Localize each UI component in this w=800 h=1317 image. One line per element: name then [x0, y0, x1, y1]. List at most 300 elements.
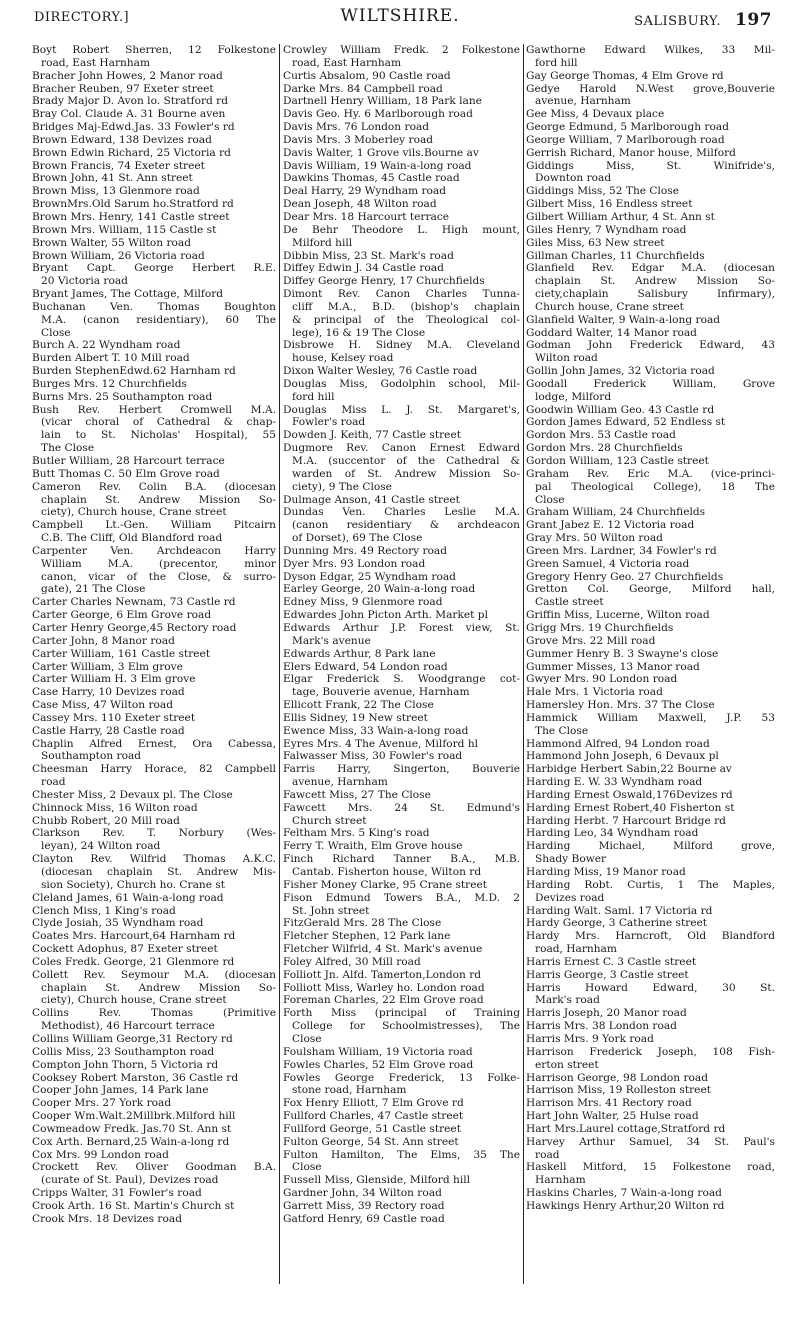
- directory-entry: [32, 661, 276, 674]
- directory-entry: [283, 1123, 520, 1136]
- entry-name-line: Gedye Harold N.West grove,Bouverie: [526, 82, 775, 95]
- entry-continuation-line: ciety), Church house, Crane street: [41, 506, 227, 519]
- directory-entry: [283, 95, 520, 108]
- entry-name-line: Case Harry, 10 Devizes road: [32, 686, 185, 699]
- directory-entry: [283, 185, 520, 198]
- entry-name-line: Deal Harry, 29 Wyndham road: [283, 185, 447, 198]
- directory-entry: [283, 429, 520, 442]
- directory-entry: [283, 1007, 520, 1046]
- entry-continuation-line: William M.A. (precentor, minor: [41, 557, 276, 570]
- directory-entry: [32, 686, 276, 699]
- entry-name-line: Burden Albert T. 10 Mill road: [32, 352, 190, 365]
- entry-name-line: Carpenter Ven. Archdeacon Harry: [32, 544, 276, 557]
- entry-name-line: Butler William, 28 Harcourt terrace: [32, 455, 225, 467]
- entry-name-line: Fletcher Stephen, 12 Park lane: [283, 930, 451, 943]
- entry-continuation-line: Fowler's road: [292, 416, 366, 429]
- entry-continuation-line: warden of St. Andrew Mission So-: [292, 467, 520, 480]
- entry-name-line: Cleland James, 61 Wain-a-long road: [32, 891, 224, 904]
- directory-entry: [32, 1136, 276, 1149]
- directory-entry: [32, 622, 276, 635]
- entry-name-line: Chaplin Alfred Ernest, Ora Cabessa,: [32, 737, 276, 750]
- directory-entry: [526, 905, 775, 918]
- entry-continuation-line: Church street: [292, 814, 367, 827]
- entry-name-line: Edney Miss, 9 Glenmore road: [283, 596, 443, 609]
- directory-entry: [283, 44, 520, 70]
- entry-name-line: Gardner John, 34 Wilton road: [283, 1187, 442, 1200]
- directory-entry: [32, 802, 276, 815]
- entry-name-line: Darke Mrs. 84 Campbell road: [283, 82, 443, 95]
- directory-entry: [283, 288, 520, 339]
- entry-continuation-line: 20 Victoria road: [41, 275, 128, 288]
- directory-entry: [526, 160, 775, 186]
- directory-entry: [32, 1110, 276, 1123]
- entry-name-line: Disbrowe H. Sidney M.A. Cleveland: [283, 339, 520, 352]
- entry-name-line: Falwasser Miss, 30 Fowler's road: [283, 750, 463, 763]
- entry-name-line: Glanfield Rev. Edgar M.A. (diocesan: [526, 262, 775, 275]
- entry-name-line: Bridges Maj-Edwd.Jas. 33 Fowler's rd: [32, 121, 235, 134]
- entry-name-line: Bracher Reuben, 97 Exeter street: [32, 82, 214, 95]
- directory-entry: [526, 1072, 775, 1085]
- entry-continuation-line: The Close: [41, 442, 95, 455]
- directory-entry: [283, 879, 520, 892]
- entry-name-line: Brown Mrs. William, 115 Castle st: [32, 223, 217, 236]
- entry-name-line: Hawkings Henry Arthur,20 Wilton rd: [526, 1199, 725, 1212]
- entry-name-line: Hammond John Joseph, 6 Devaux pl: [526, 750, 719, 763]
- directory-entry: [526, 416, 775, 429]
- directory-entry: [283, 750, 520, 763]
- directory-entry: [32, 262, 276, 288]
- entry-name-line: Cameron Rev. Colin B.A. (diocesan: [32, 480, 276, 493]
- directory-entry: [283, 930, 520, 943]
- entry-name-line: Finch Richard Tanner B.A., M.B.: [283, 853, 520, 866]
- directory-entry: [526, 185, 775, 198]
- directory-entry: [283, 442, 520, 493]
- entry-name-line: Graham Rev. Eric M.A. (vice-princi-: [526, 467, 775, 480]
- entry-continuation-line: chaplain St. Andrew Mission So-: [41, 493, 276, 506]
- directory-entry: [32, 956, 276, 969]
- directory-entry: [32, 1149, 276, 1162]
- entry-continuation-line: Devizes road: [535, 891, 605, 904]
- entry-name-line: Carter John, 8 Manor road: [32, 634, 175, 647]
- directory-entry: [283, 994, 520, 1007]
- directory-entry: [526, 532, 775, 545]
- directory-entry: [526, 429, 775, 442]
- entry-continuation-line: road: [535, 1148, 560, 1161]
- directory-entry: [283, 725, 520, 738]
- entry-name-line: Brown Francis, 74 Exeter street: [32, 159, 205, 172]
- directory-entry: [283, 892, 520, 918]
- entry-name-line: Hammond Alfred, 94 London road: [526, 737, 710, 750]
- entry-name-line: Brown Mrs. Henry, 141 Castle street: [32, 210, 230, 223]
- entry-name-line: Gordon Mrs. 28 Churchfields: [526, 442, 683, 455]
- entry-name-line: Gordon James Edward, 52 Endless st: [526, 416, 726, 429]
- entry-continuation-line: cliff M.A., B.D. (bishop's chaplain: [292, 300, 520, 313]
- entry-continuation-line: Close: [292, 1032, 322, 1045]
- entry-name-line: Dundas Ven. Charles Leslie M.A.: [283, 506, 520, 519]
- entry-name-line: Buchanan Ven. Thomas Boughton: [32, 300, 276, 313]
- entry-continuation-line: Methodist), 46 Harcourt terrace: [41, 1020, 215, 1033]
- entry-continuation-line: C.B. The Cliff, Old Blandford road: [41, 532, 223, 545]
- directory-entry: [283, 494, 520, 507]
- entry-name-line: Fawcett Miss, 27 The Close: [283, 788, 431, 801]
- directory-entry: [32, 1097, 276, 1110]
- directory-entry: [283, 70, 520, 83]
- entry-name-line: Dawkins Thomas, 45 Castle road: [283, 172, 460, 185]
- directory-entry: [283, 121, 520, 134]
- entry-name-line: FitzGerald Mrs. 28 The Close: [283, 917, 442, 930]
- directory-entry: [32, 1084, 276, 1097]
- entry-continuation-line: Mark's road: [535, 994, 600, 1007]
- entry-name-line: Chubb Robert, 20 Mill road: [32, 814, 180, 827]
- entry-name-line: Graham William, 24 Churchfields: [526, 506, 706, 519]
- directory-entry: [283, 789, 520, 802]
- entry-name-line: George Edmund, 5 Marlborough road: [526, 121, 729, 134]
- directory-entry: [526, 365, 775, 378]
- entry-continuation-line: chaplain St. Andrew Mission So-: [41, 981, 276, 994]
- directory-entry: [32, 198, 276, 211]
- directory-entry: [32, 725, 276, 738]
- entry-name-line: Harding Walt. Saml. 17 Victoria rd: [526, 904, 713, 917]
- directory-entry: [32, 712, 276, 725]
- entry-name-line: Cooper Wm.Walt.2Millbrk.Milford hill: [32, 1110, 236, 1123]
- entry-name-line: Brady Major D. Avon lo. Stratford rd: [32, 95, 229, 108]
- entry-name-line: Gregory Henry Geo. 27 Churchfields: [526, 570, 724, 583]
- directory-entry: [526, 237, 775, 250]
- directory-entry: [283, 558, 520, 571]
- entry-name-line: Glanfield Walter, 9 Wain-a-long road: [526, 313, 721, 326]
- directory-entry: [32, 1213, 276, 1226]
- entry-name-line: Davis Mrs. 76 London road: [283, 121, 430, 134]
- directory-entry: [32, 635, 276, 648]
- entry-name-line: Butt Thomas C. 50 Elm Grove road: [32, 467, 220, 480]
- directory-entry: [526, 686, 775, 699]
- entry-name-line: Harrison Frederick Joseph, 108 Fish-: [526, 1045, 775, 1058]
- directory-entry: [32, 596, 276, 609]
- entry-continuation-line: M.A. (succentor of the Cathedral &: [292, 455, 520, 467]
- directory-entry: [32, 134, 276, 147]
- entry-continuation-line: Downton road: [535, 172, 612, 185]
- directory-entry: [526, 982, 775, 1008]
- directory-entry: [526, 763, 775, 776]
- entry-continuation-line: Close: [535, 493, 565, 506]
- directory-entry: [32, 339, 276, 352]
- directory-entry: [283, 1110, 520, 1123]
- directory-entry: [32, 1033, 276, 1046]
- directory-entry: [32, 288, 276, 301]
- entry-name-line: Brown Miss, 13 Glenmore road: [32, 185, 200, 198]
- directory-entry: [526, 1110, 775, 1123]
- directory-entry: [32, 160, 276, 173]
- entry-name-line: Foulsham William, 19 Victoria road: [283, 1045, 473, 1058]
- directory-entry: [32, 1187, 276, 1200]
- entry-name-line: Carter George, 6 Elm Grove road: [32, 609, 212, 622]
- directory-entry: [283, 982, 520, 995]
- entry-continuation-line: pal Theological College), 18 The: [535, 480, 775, 493]
- entry-name-line: Carter William, 3 Elm grove: [32, 660, 183, 673]
- entry-name-line: Harris Mrs. 9 York road: [526, 1032, 654, 1045]
- directory-entry: [526, 83, 775, 109]
- entry-continuation-line: Church house, Crane street: [535, 300, 684, 313]
- entry-name-line: Fussell Miss, Glenside, Milford hill: [283, 1174, 470, 1187]
- directory-entry: [526, 108, 775, 121]
- running-head-left: DIRECTORY.]: [34, 10, 130, 25]
- entry-continuation-line: house, Kelsey road: [292, 352, 394, 365]
- directory-entry: [526, 673, 775, 686]
- directory-entry: [283, 1174, 520, 1187]
- entry-name-line: Crowley William Fredk. 2 Folkestone: [283, 44, 520, 56]
- entry-continuation-line: lain to St. Nicholas' Hospital), 55: [41, 429, 276, 442]
- entry-name-line: Goodall Frederick William, Grove: [526, 377, 775, 390]
- entry-name-line: Harding Michael, Milford grove,: [526, 840, 775, 853]
- directory-entry: [526, 314, 775, 327]
- entry-continuation-line: chaplain St. Andrew Mission So-: [535, 275, 775, 288]
- directory-entry: [526, 1033, 775, 1046]
- entry-name-line: Gummer Misses, 13 Manor road: [526, 660, 700, 673]
- entry-name-line: Gordon William, 123 Castle street: [526, 455, 709, 467]
- directory-entry: [32, 917, 276, 930]
- directory-entry: [32, 250, 276, 263]
- directory-entry: [283, 648, 520, 661]
- directory-entry: [32, 1007, 276, 1033]
- directory-entry: [32, 905, 276, 918]
- entry-name-line: Foley Alfred, 30 Mill road: [283, 955, 421, 968]
- entry-name-line: George William, 7 Marlborough road: [526, 133, 725, 146]
- directory-entry: [283, 134, 520, 147]
- directory-entry: [526, 198, 775, 211]
- directory-entry: [526, 468, 775, 507]
- directory-entry: [32, 519, 276, 545]
- entry-name-line: Boyt Robert Sherren, 12 Folkestone: [32, 44, 276, 56]
- entry-name-line: Harris Ernest C. 3 Castle street: [526, 955, 697, 968]
- entry-continuation-line: The Close: [535, 724, 589, 737]
- entry-name-line: Edwardes John Picton Arth. Market pl: [283, 609, 488, 622]
- entry-name-line: Campbell Lt.-Gen. William Pitcairn: [32, 519, 276, 532]
- directory-entry: [283, 661, 520, 674]
- entry-name-line: Goddard Walter, 14 Manor road: [526, 326, 697, 339]
- entry-name-line: Chinnock Miss, 16 Wilton road: [32, 801, 198, 814]
- entry-name-line: Cooksey Robert Marston, 36 Castle rd: [32, 1071, 239, 1084]
- entry-name-line: Fowles George Frederick, 13 Folke-: [283, 1071, 520, 1084]
- entry-name-line: Crook Mrs. 18 Devizes road: [32, 1212, 182, 1225]
- directory-entry: [526, 866, 775, 879]
- directory-entry: [283, 378, 520, 404]
- directory-column-2: [283, 44, 520, 1226]
- entry-name-line: Dowden J. Keith, 77 Castle street: [283, 429, 461, 442]
- directory-entry: [32, 609, 276, 622]
- entry-continuation-line: Southampton road: [41, 750, 142, 763]
- directory-entry: [283, 1187, 520, 1200]
- directory-entry: [526, 776, 775, 789]
- directory-entry: [283, 827, 520, 840]
- directory-entry: [32, 1059, 276, 1072]
- entry-name-line: Cripps Walter, 31 Fowler's road: [32, 1187, 202, 1200]
- entry-name-line: Edwards Arthur, 8 Park lane: [283, 647, 436, 660]
- directory-entry: [283, 83, 520, 96]
- directory-entry: [32, 1200, 276, 1213]
- directory-entry: [283, 1059, 520, 1072]
- directory-entry: [526, 750, 775, 763]
- entry-name-line: Harrison Miss, 19 Rolleston street: [526, 1084, 711, 1097]
- entry-name-line: Dulmage Anson, 41 Castle street: [283, 493, 460, 506]
- entry-name-line: Haskins Charles, 7 Wain-a-long road: [526, 1187, 722, 1200]
- directory-entry: [32, 789, 276, 802]
- entry-name-line: Clyde Josiah, 35 Wyndham road: [32, 917, 204, 930]
- directory-entry: [526, 339, 775, 365]
- entry-name-line: Harvey Arthur Samuel, 34 St. Paul's: [526, 1135, 775, 1148]
- directory-entry: [283, 1200, 520, 1213]
- directory-entry: [283, 545, 520, 558]
- entry-name-line: Gwyer Mrs. 90 London road: [526, 673, 678, 686]
- directory-entry: [526, 1187, 775, 1200]
- entry-name-line: Edwards Arthur J.P. Forest view, St.: [283, 621, 520, 634]
- entry-name-line: Diffey Edwin J. 34 Castle road: [283, 262, 444, 275]
- directory-entry: [32, 943, 276, 956]
- entry-name-line: Hammick William Maxwell, J.P. 53: [526, 711, 775, 724]
- directory-entry: [526, 661, 775, 674]
- directory-entry: [283, 622, 520, 648]
- entry-name-line: Collett Rev. Seymour M.A. (diocesan: [32, 968, 276, 981]
- directory-entry: [32, 930, 276, 943]
- entry-continuation-line: avenue, Harnham: [535, 95, 631, 108]
- entry-name-line: Farris Harry, Singerton, Bouverie: [283, 763, 520, 776]
- entry-name-line: Godman John Frederick Edward, 43: [526, 339, 775, 352]
- entry-name-line: Harris George, 3 Castle street: [526, 968, 689, 981]
- directory-entry: [32, 699, 276, 712]
- entry-name-line: BrownMrs.Old Sarum ho.Stratford rd: [32, 198, 234, 211]
- entry-name-line: Harding E. W. 33 Wyndham road: [526, 776, 703, 789]
- directory-entry: [526, 121, 775, 134]
- entry-continuation-line: road: [41, 776, 66, 789]
- directory-entry: [32, 301, 276, 340]
- entry-name-line: Collins Rev. Thomas (Primitive: [32, 1007, 276, 1020]
- entry-name-line: Davis Mrs. 3 Moberley road: [283, 133, 434, 146]
- entry-name-line: Feltham Mrs. 5 King's road: [283, 827, 430, 840]
- entry-name-line: Coles Fredk. George, 21 Glenmore rd: [32, 955, 235, 968]
- entry-name-line: Fulton George, 54 St. Ann street: [283, 1135, 459, 1148]
- directory-entry: [32, 827, 276, 853]
- directory-entry: [32, 853, 276, 892]
- directory-entry: [526, 1007, 775, 1020]
- entry-name-line: Harding Leo, 34 Wyndham road: [526, 827, 699, 840]
- entry-name-line: Cheesman Harry Horace, 82 Campbell: [32, 763, 276, 776]
- directory-entry: [526, 969, 775, 982]
- directory-entry: [283, 596, 520, 609]
- entry-name-line: Fisher Money Clarke, 95 Crane street: [283, 878, 488, 891]
- entry-name-line: Fison Edmund Towers B.A., M.D. 2: [283, 891, 520, 904]
- entry-name-line: Gordon Mrs. 53 Castle road: [526, 429, 676, 442]
- directory-entry: [526, 609, 775, 622]
- entry-name-line: Green Mrs. Lardner, 34 Fowler's rd: [526, 544, 717, 557]
- entry-name-line: Giles Henry, 7 Wyndham road: [526, 223, 687, 236]
- entry-name-line: Grigg Mrs. 19 Churchfields: [526, 621, 674, 634]
- directory-entry: [283, 224, 520, 250]
- entry-name-line: Douglas Miss, Godolphin school, Mil-: [283, 377, 520, 390]
- entry-name-line: Grove Mrs. 22 Mill road: [526, 634, 656, 647]
- directory-entry: [32, 404, 276, 455]
- entry-name-line: Curtis Absalom, 90 Castle road: [283, 69, 451, 82]
- directory-entry: [526, 70, 775, 83]
- entry-continuation-line: gate), 21 The Close: [41, 583, 146, 596]
- directory-entry: [526, 930, 775, 956]
- directory-entry: [526, 815, 775, 828]
- entry-name-line: Dugmore Rev. Canon Ernest Edward: [283, 442, 520, 455]
- directory-entry: [283, 763, 520, 789]
- directory-entry: [32, 1161, 276, 1187]
- entry-continuation-line: ford hill: [535, 56, 578, 69]
- entry-name-line: Hart John Walter, 25 Hulse road: [526, 1110, 699, 1123]
- directory-entry: [32, 172, 276, 185]
- directory-entry: [526, 1136, 775, 1162]
- entry-name-line: Haskell Mitford, 15 Folkestone road,: [526, 1161, 775, 1174]
- entry-name-line: Ewence Miss, 33 Wain-a-long road: [283, 724, 469, 737]
- entry-name-line: Harrison George, 98 London road: [526, 1071, 709, 1084]
- directory-entry: [526, 956, 775, 969]
- directory-entry: [283, 840, 520, 853]
- directory-entry: [32, 545, 276, 596]
- entry-name-line: Harrison Mrs. 41 Rectory road: [526, 1097, 692, 1110]
- directory-entry: [32, 95, 276, 108]
- entry-continuation-line: road, East Harnham: [292, 56, 402, 69]
- directory-entry: [283, 571, 520, 584]
- directory-entry: [526, 250, 775, 263]
- directory-entry: [526, 827, 775, 840]
- entry-name-line: Brown Edwin Richard, 25 Victoria rd: [32, 146, 231, 159]
- entry-continuation-line: Mark's avenue: [292, 634, 371, 647]
- entry-continuation-line: of Dorset), 69 The Close: [292, 532, 423, 545]
- entry-name-line: Dartnell Henry William, 18 Park lane: [283, 95, 482, 108]
- entry-name-line: Gawthorne Edward Wilkes, 33 Mil-: [526, 44, 775, 56]
- entry-name-line: De Behr Theodore L. High mount,: [283, 223, 520, 236]
- entry-name-line: Fletcher Wilfrid, 4 St. Mark's avenue: [283, 943, 483, 956]
- entry-name-line: Cooper Mrs. 27 York road: [32, 1097, 172, 1110]
- directory-entry: [526, 1046, 775, 1072]
- directory-entry: [32, 648, 276, 661]
- directory-entry: [283, 404, 520, 430]
- directory-entry: [526, 211, 775, 224]
- entry-name-line: Gay George Thomas, 4 Elm Grove rd: [526, 69, 724, 82]
- entry-name-line: Goodwin William Geo. 43 Castle rd: [526, 403, 715, 416]
- directory-entry: [526, 622, 775, 635]
- entry-continuation-line: Wilton road: [535, 352, 598, 365]
- entry-name-line: Dunning Mrs. 49 Rectory road: [283, 544, 448, 557]
- entry-continuation-line: lodge, Milford: [535, 390, 612, 403]
- entry-continuation-line: & principal of the Theological col-: [292, 313, 520, 326]
- directory-entry: [526, 1123, 775, 1136]
- entry-name-line: Elgar Frederick S. Woodgrange cot-: [283, 673, 520, 686]
- entry-continuation-line: Milford hill: [292, 236, 353, 249]
- entry-name-line: Brown Edward, 138 Devizes road: [32, 133, 212, 146]
- entry-name-line: Carter Charles Newnam, 73 Castle rd: [32, 596, 236, 609]
- entry-name-line: Gummer Henry B. 3 Swayne's close: [526, 647, 719, 660]
- directory-entry: [32, 378, 276, 391]
- column-rule: [523, 44, 524, 1284]
- entry-name-line: Harris Mrs. 38 London road: [526, 1020, 677, 1033]
- entry-name-line: Clarkson Rev. T. Norbury (Wes-: [32, 827, 276, 840]
- entry-name-line: Coates Mrs. Harcourt,64 Harnham rd: [32, 930, 236, 943]
- directory-entry: [32, 70, 276, 83]
- entry-continuation-line: lege), 16 & 19 The Close: [292, 326, 426, 339]
- directory-entry: [32, 185, 276, 198]
- entry-continuation-line: Close: [41, 326, 71, 339]
- entry-name-line: Brown William, 26 Victoria road: [32, 249, 205, 262]
- entry-name-line: Earley George, 20 Wain-a-long road: [283, 583, 476, 596]
- directory-entry: [526, 262, 775, 313]
- directory-entry: [283, 198, 520, 211]
- entry-name-line: Harding Robt. Curtis, 1 The Maples,: [526, 878, 775, 891]
- directory-entry: [32, 969, 276, 1008]
- entry-name-line: Elers Edward, 54 London road: [283, 660, 448, 673]
- entry-name-line: Gillman Charles, 11 Churchfields: [526, 249, 705, 262]
